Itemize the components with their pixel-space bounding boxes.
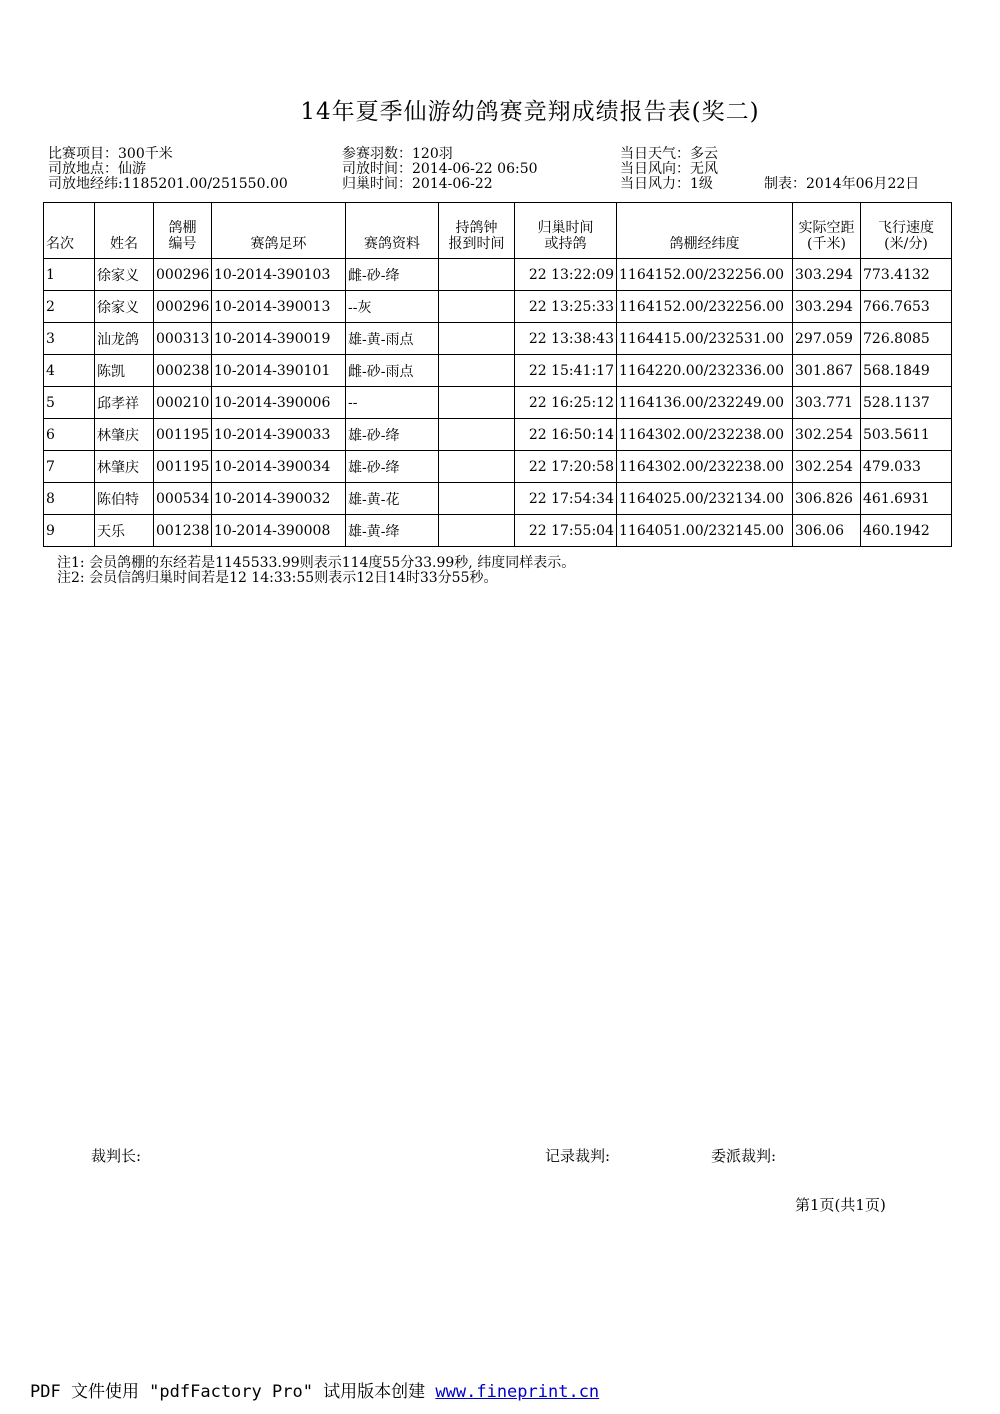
- cell-pigeon-info: 雄-黄-花: [346, 483, 439, 515]
- col-header-rank: 名次: [44, 203, 95, 259]
- notes: [57, 556, 575, 586]
- cell-name: 林肇庆: [95, 451, 154, 483]
- entry-count: 参赛羽数：120羽: [342, 146, 453, 162]
- cell-ring: 10-2014-390013: [212, 291, 346, 323]
- cell-speed: 460.1942: [861, 515, 952, 547]
- cell-speed: 503.5611: [861, 419, 952, 451]
- cell-name: 陈伯特: [95, 483, 154, 515]
- cell-pigeon-info: 雄-砂-绛: [346, 451, 439, 483]
- cell-rank: 9: [44, 515, 95, 547]
- table-header-row: [44, 203, 952, 259]
- pdf-footer: [30, 1377, 599, 1402]
- cell-clock-time: [439, 451, 515, 483]
- cell-clock-time: [439, 483, 515, 515]
- cell-name: 邱孝祥: [95, 387, 154, 419]
- cell-rank: 3: [44, 323, 95, 355]
- cell-distance: 303.294: [793, 291, 861, 323]
- cell-name: 徐家义: [95, 291, 154, 323]
- col-header-arrival: 归巢时间 或持鸽: [515, 203, 617, 259]
- table-row: [44, 355, 952, 387]
- cell-arrival-time: 22 13:22:09: [515, 259, 617, 291]
- col-header-clock-time: 持鸽钟 报到时间: [439, 203, 515, 259]
- cell-arrival-time: 22 17:20:58: [515, 451, 617, 483]
- cell-speed: 479.033: [861, 451, 952, 483]
- cell-loft-coords: 1164152.00/232256.00: [617, 291, 793, 323]
- cell-speed: 568.1849: [861, 355, 952, 387]
- cell-loft-id: 000210: [154, 387, 212, 419]
- cell-distance: 306.06: [793, 515, 861, 547]
- cell-loft-id: 001195: [154, 451, 212, 483]
- cell-rank: 5: [44, 387, 95, 419]
- release-location: 司放地点：仙游: [48, 161, 146, 177]
- cell-loft-id: 001238: [154, 515, 212, 547]
- cell-ring: 10-2014-390006: [212, 387, 346, 419]
- chief-referee-label: 裁判长:: [91, 1147, 142, 1165]
- cell-clock-time: [439, 419, 515, 451]
- cell-ring: 10-2014-390034: [212, 451, 346, 483]
- cell-distance: 303.294: [793, 259, 861, 291]
- release-time: 司放时间：2014-06-22 06:50: [342, 161, 538, 177]
- cell-rank: 8: [44, 483, 95, 515]
- cell-pigeon-info: 雄-黄-雨点: [346, 323, 439, 355]
- cell-name: 陈凯: [95, 355, 154, 387]
- cell-distance: 302.254: [793, 419, 861, 451]
- race-distance: 比赛项目：300千米: [48, 146, 173, 162]
- cell-ring: 10-2014-390103: [212, 259, 346, 291]
- cell-name: 徐家义: [95, 259, 154, 291]
- cell-speed: 773.4132: [861, 259, 952, 291]
- cell-loft-id: 000313: [154, 323, 212, 355]
- cell-loft-id: 000296: [154, 291, 212, 323]
- cell-loft-id: 000296: [154, 259, 212, 291]
- cell-pigeon-info: --灰: [346, 291, 439, 323]
- cell-loft-coords: 1164220.00/232336.00: [617, 355, 793, 387]
- cell-distance: 297.059: [793, 323, 861, 355]
- note-2: 注2: 会员信鸽归巢时间若是12 14:33:55则表示12日14时33分55秒。: [57, 570, 498, 586]
- cell-arrival-time: 22 13:25:33: [515, 291, 617, 323]
- table-row: [44, 323, 952, 355]
- cell-loft-coords: 1164025.00/232134.00: [617, 483, 793, 515]
- cell-arrival-time: 22 16:50:14: [515, 419, 617, 451]
- cell-pigeon-info: --: [346, 387, 439, 419]
- weather: 当日天气：多云: [620, 146, 718, 162]
- cell-distance: 306.826: [793, 483, 861, 515]
- cell-arrival-time: 22 17:54:34: [515, 483, 617, 515]
- cell-clock-time: [439, 291, 515, 323]
- cell-arrival-time: 22 13:38:43: [515, 323, 617, 355]
- cell-loft-coords: 1164415.00/232531.00: [617, 323, 793, 355]
- cell-ring: 10-2014-390008: [212, 515, 346, 547]
- cell-rank: 1: [44, 259, 95, 291]
- cell-rank: 2: [44, 291, 95, 323]
- cell-distance: 301.867: [793, 355, 861, 387]
- cell-speed: 528.1137: [861, 387, 952, 419]
- col-header-name: 姓名: [95, 203, 154, 259]
- cell-distance: 303.771: [793, 387, 861, 419]
- footer-text: PDF 文件使用 "pdfFactory Pro" 试用版本创建: [30, 1382, 436, 1402]
- cell-distance: 302.254: [793, 451, 861, 483]
- cell-clock-time: [439, 387, 515, 419]
- table-row: [44, 259, 952, 291]
- report-title: 14年夏季仙游幼鸽赛竞翔成绩报告表(奖二): [300, 99, 760, 125]
- cell-speed: 726.8085: [861, 323, 952, 355]
- return-date: 归巢时间：2014-06-22: [342, 176, 493, 192]
- table-row: [44, 291, 952, 323]
- results-table: [43, 202, 952, 547]
- delegate-referee-label: 委派裁判:: [711, 1147, 777, 1165]
- cell-loft-id: 000238: [154, 355, 212, 387]
- col-header-loft-id: 鸽棚 编号: [154, 203, 212, 259]
- cell-pigeon-info: 雌-砂-雨点: [346, 355, 439, 387]
- cell-loft-coords: 1164302.00/232238.00: [617, 419, 793, 451]
- info-column-timing: [342, 147, 538, 192]
- cell-rank: 7: [44, 451, 95, 483]
- cell-ring: 10-2014-390101: [212, 355, 346, 387]
- note-1: 注1: 会员鸽棚的东经若是1145533.99则表示114度55分33.99秒, 纬度同样表示。: [57, 555, 576, 571]
- cell-loft-coords: 1164152.00/232256.00: [617, 259, 793, 291]
- footer-link[interactable]: www.fineprint.cn: [435, 1382, 600, 1402]
- col-header-loft-coords: 鸽棚经纬度: [617, 203, 793, 259]
- cell-name: 林肇庆: [95, 419, 154, 451]
- cell-rank: 4: [44, 355, 95, 387]
- cell-clock-time: [439, 259, 515, 291]
- cell-speed: 766.7653: [861, 291, 952, 323]
- col-header-ring: 赛鸽足环: [212, 203, 346, 259]
- table-row: [44, 483, 952, 515]
- cell-ring: 10-2014-390019: [212, 323, 346, 355]
- wind-direction: 当日风向：无风: [620, 161, 718, 177]
- cell-speed: 461.6931: [861, 483, 952, 515]
- page-number: 第1页(共1页): [795, 1196, 886, 1214]
- col-header-speed: 飞行速度 (米/分): [861, 203, 952, 259]
- cell-ring: 10-2014-390032: [212, 483, 346, 515]
- col-header-distance: 实际空距 (千米): [793, 203, 861, 259]
- table-row: [44, 515, 952, 547]
- cell-arrival-time: 22 16:25:12: [515, 387, 617, 419]
- cell-pigeon-info: 雌-砂-绛: [346, 259, 439, 291]
- release-coordinates: 司放地经纬:1185201.00/251550.00: [48, 176, 288, 192]
- cell-arrival-time: 22 17:55:04: [515, 515, 617, 547]
- col-header-pigeon-info: 赛鸽资料: [346, 203, 439, 259]
- table-row: [44, 419, 952, 451]
- cell-loft-id: 001195: [154, 419, 212, 451]
- table-row: [44, 387, 952, 419]
- wind-force: 当日风力：1级: [620, 176, 713, 192]
- recorder-referee-label: 记录裁判:: [545, 1147, 611, 1165]
- cell-ring: 10-2014-390033: [212, 419, 346, 451]
- info-column-weather: [620, 147, 718, 192]
- cell-clock-time: [439, 323, 515, 355]
- cell-loft-coords: 1164136.00/232249.00: [617, 387, 793, 419]
- cell-name: 天乐: [95, 515, 154, 547]
- cell-arrival-time: 22 15:41:17: [515, 355, 617, 387]
- cell-loft-coords: 1164302.00/232238.00: [617, 451, 793, 483]
- table-row: [44, 451, 952, 483]
- info-column-race: [48, 147, 288, 192]
- report-date: 制表：2014年06月22日: [764, 176, 920, 192]
- cell-loft-coords: 1164051.00/232145.00: [617, 515, 793, 547]
- cell-rank: 6: [44, 419, 95, 451]
- cell-clock-time: [439, 355, 515, 387]
- cell-pigeon-info: 雄-黄-绛: [346, 515, 439, 547]
- cell-clock-time: [439, 515, 515, 547]
- cell-pigeon-info: 雄-砂-绛: [346, 419, 439, 451]
- results-body: [44, 259, 952, 547]
- cell-name: 汕龙鸽: [95, 323, 154, 355]
- cell-loft-id: 000534: [154, 483, 212, 515]
